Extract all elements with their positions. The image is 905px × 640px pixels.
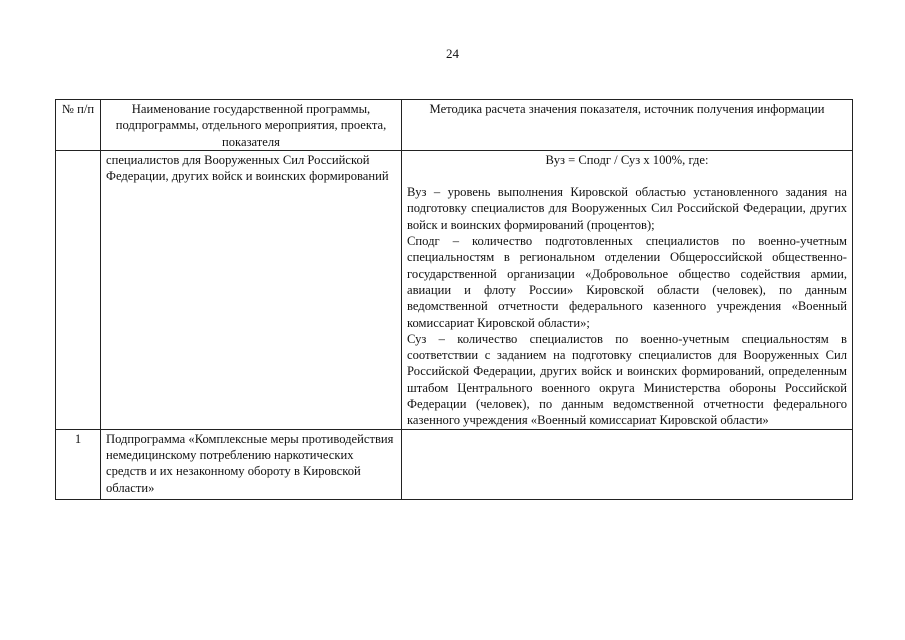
header-method-label: Методика расчета значения показателя, источник получения информации [429, 102, 825, 116]
definition-vuz: Вуз – уровень выполнения Кировской областью установленного задания на подготовку специалистов для Вооруженных Сил Российской Федерации, других войск и воинских формирований (процентов); [407, 185, 847, 232]
header-name [101, 100, 402, 151]
row-method-cell [402, 150, 853, 429]
row-num-cell [56, 429, 101, 499]
definition-spodg: Сподг – количество подготовленных специалистов по военно-учетным специальностям в региональном отделении Общероссийской общественно-государственной организации «Добровольное общество содействия армии, авиации и флоту России» Кировской области (человек), по данным ведомственной отчетности федерального казенного учреждения «Военный комиссариат Кировской области»; [407, 234, 847, 330]
table-row [56, 429, 853, 499]
indicator-table [55, 99, 853, 500]
formula: Вуз = Сподг / Суз х 100%, где: [545, 152, 709, 167]
row-name: специалистов для Вооруженных Сил Российской Федерации, других войск и воинских формирований [106, 152, 389, 184]
header-method [402, 100, 853, 151]
table-header-row [56, 100, 853, 151]
row-name: Подпрограмма «Комплексные меры противодействия немедицинскому потреблению наркотических средств и их незаконному обороту в Кировской области» [106, 431, 394, 495]
page-number: 24 [446, 46, 459, 61]
row-method-cell [402, 429, 853, 499]
row-name-cell [101, 150, 402, 429]
definition-suz: Суз – количество специалистов по военно-учетным специальностям в соответствии с заданием на подготовку специалистов для Вооруженных Сил Российской Федерации, других войск и воинских формирований, определенным штабом Центрального военного округа Министерства обороны Российской Федерации (человек), по данным ведомственной отчетности федерального казенного учреждения «Военный комиссариат Кировской области» [407, 331, 847, 428]
row-name-cell [101, 429, 402, 499]
header-name-label: Наименование государственной программы, подпрограммы, отдельного мероприятия, проекта, показателя [115, 102, 387, 149]
header-num [56, 100, 101, 151]
table-row [56, 150, 853, 429]
row-num: 1 [74, 431, 82, 446]
row-num-cell [56, 150, 101, 429]
header-num-label: № п/п [61, 102, 95, 116]
